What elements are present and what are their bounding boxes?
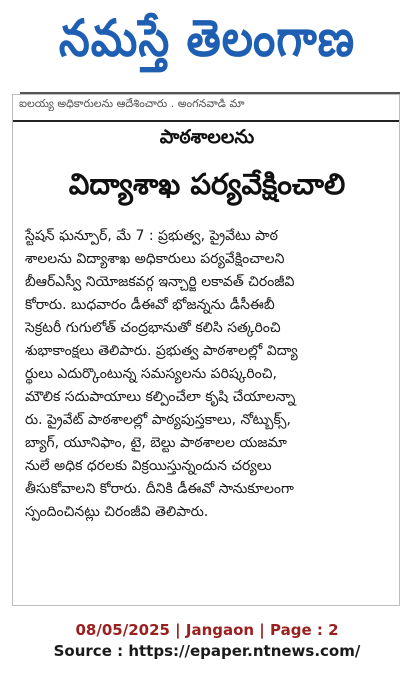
article-line: సెక్రటరీ గుగులోత్ చంద్రభానుతో కలిసి సత్కరించి	[25, 320, 281, 336]
article-line: రు. ప్రైవేట్ పాఠశాలల్లో పాఠ్యపుస్తకాలు, నోట్బుక్స్,	[25, 412, 291, 428]
article-line: శాలలను విద్యాశాఖ అధికారులు పర్యవేక్షించాలని	[25, 251, 285, 267]
news-clipping	[12, 94, 400, 606]
article-body	[25, 225, 389, 524]
source-link[interactable]: Source : https://epaper.ntnews.com/	[53, 642, 361, 660]
previous-article-cut-line: ఐలయ్య అధికారులను ఆదేశించారు . అంగనవాడి మా	[19, 97, 245, 110]
article-line: శుభాకాంక్షలు తెలిపారు. ప్రభుత్వ పాఠశాలల్లో విద్యా	[25, 343, 298, 359]
article-line: బ్యాగ్, యూనిఫాం, టై, బెల్టు పాఠశాలల యజమా	[25, 435, 287, 451]
article-line: ర్థులు ఎదుర్కొంటున్న సమస్యలను పరిష్కరించి,	[25, 366, 277, 382]
article-line: కోరారు. బుధవారం డీఈవో భోజన్నను డీసీఈబీ	[25, 297, 275, 313]
article-line: బీఆర్ఎస్వీ నియోజకవర్గ ఇన్చార్జి లకావత్ చిరంజీవి	[25, 274, 295, 290]
article-line: స్పందించినట్లు చిరంజీవి తెలిపారు.	[25, 504, 209, 520]
article-line: తీసుకోవాలని కోరారు. దీనికి డీఈవో సానుకూలంగా	[25, 481, 294, 497]
article-line: స్టేషన్ ఘన్పూర్, మే 7 : ప్రభుత్వ, ప్రైవేటు పాఠ	[25, 228, 278, 244]
newspaper-logo: నమస్తే తెలంగాణ	[58, 9, 356, 68]
date-edition-page: 08/05/2025 | Jangaon | Page : 2	[75, 621, 339, 639]
headline-kicker: పాఠశాలలను	[159, 126, 255, 148]
clipping-footer	[0, 620, 414, 662]
headline-divider	[13, 120, 400, 122]
headline: విద్యాశాఖ పర్యవేక్షించాలి	[68, 167, 346, 201]
article-line: నులే అధిక ధరలకు విక్రయిస్తున్నందున చర్యలు	[25, 458, 272, 474]
article-line: మౌలిక సదుపాయాలు కల్పించేలా కృషి చేయాలన్నా	[25, 389, 296, 405]
masthead	[0, 0, 414, 90]
